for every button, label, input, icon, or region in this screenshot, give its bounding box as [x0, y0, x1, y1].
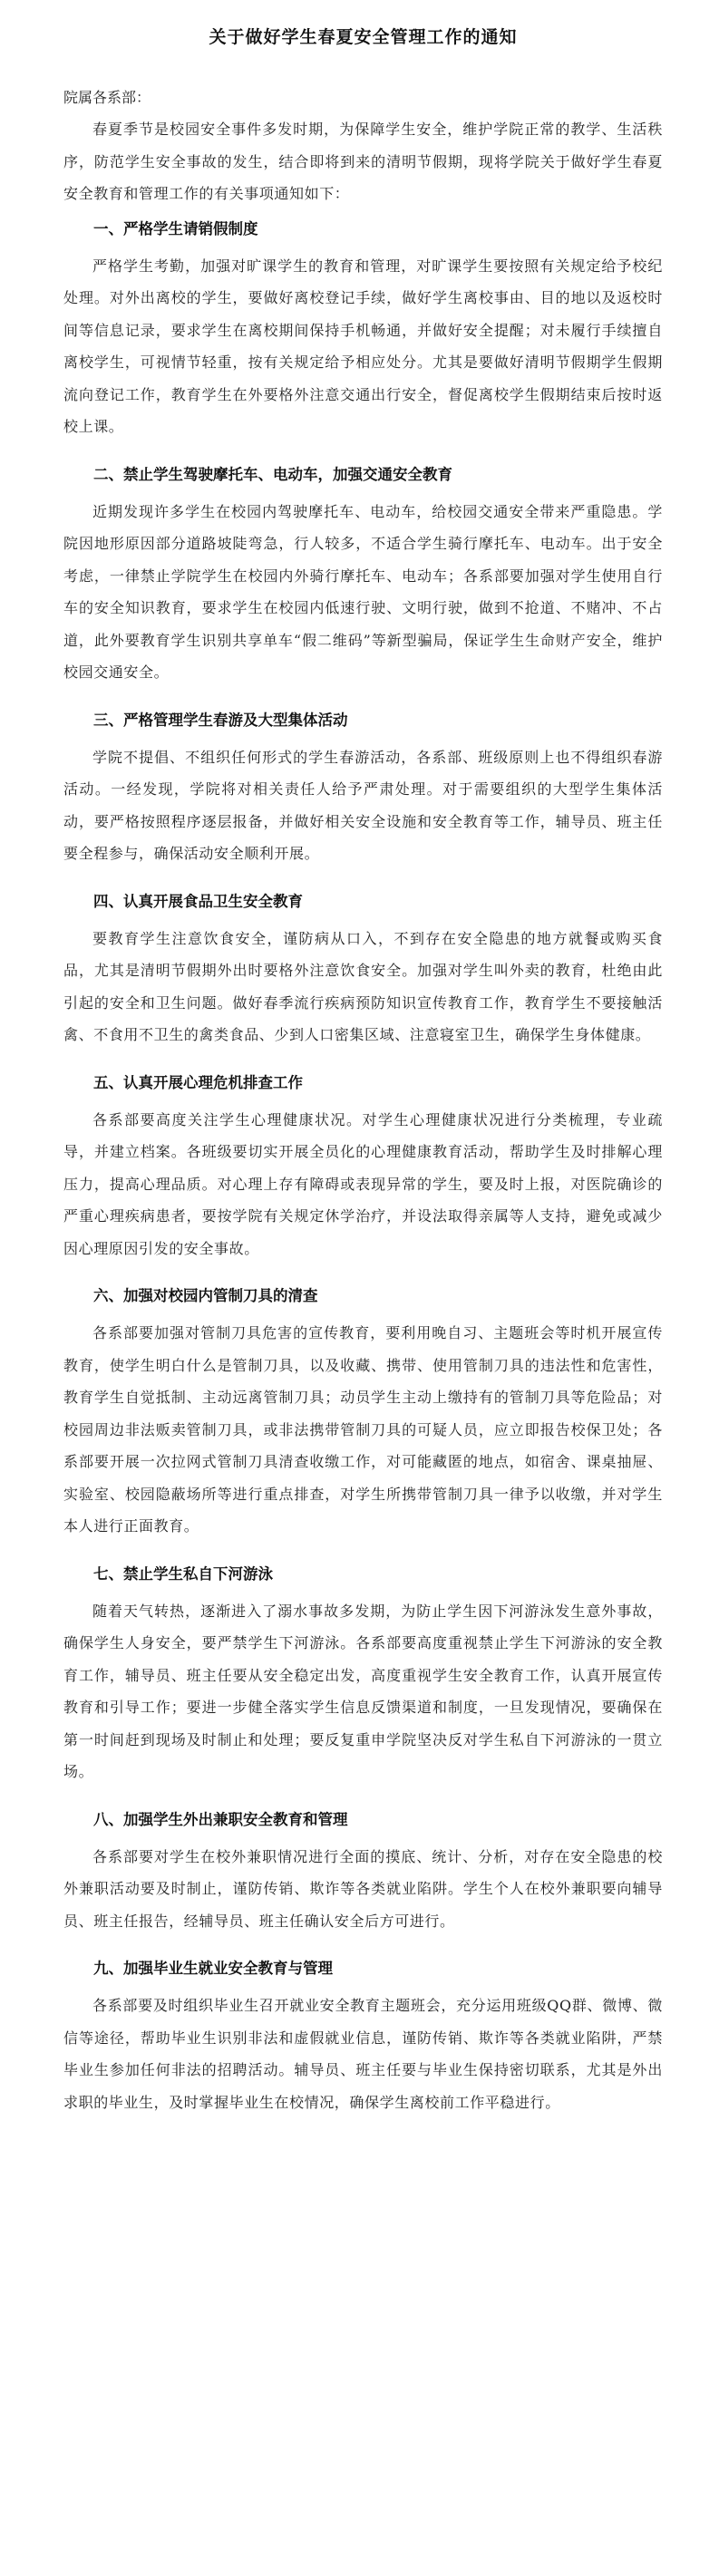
section-body: 严格学生考勤，加强对旷课学生的教育和管理，对旷课学生要按照有关规定给予校纪处理。对外出离校的学生，要做好离校登记手续，做好学生离校事由、目的地以及返校时间等信息记录，要求学生在离校期间保持手机畅通，并做好安全提醒；对未履行手续擅自离校学生，可视情节轻重，按有关规定给予相应处分。尤其是要做好清明节假期学生假期流向登记工作，教育学生在外要格外注意交通出行安全，督促离校学生假期结束后按时返校上课。 [63, 257, 663, 435]
section-heading: 七、禁止学生私自下河游泳 [93, 1564, 273, 1583]
intro-paragraph: 春夏季节是校园安全事件多发时期，为保障学生安全，维护学院正常的教学、生活秩序，防范学生安全事故的发生，结合即将到来的清明节假期，现将学院关于做好学生春夏安全教育和管理工作的有关事项通知如下： [63, 121, 663, 202]
section-body: 随着天气转热，逐渐进入了溺水事故多发期，为防止学生因下河游泳发生意外事故，确保学生人身安全，要严禁学生下河游泳。各系部要高度重视禁止学生下河游泳的安全教育工作，辅导员、班主任要从安全稳定出发，高度重视学生安全教育工作，认真开展宣传教育和引导工作；要进一步健全落实学生信息反馈渠道和制度，一旦发现情况，要确保在第一时间赶到现场及时制止和处理；要反复重申学院坚决反对学生私自下河游泳的一贯立场。 [63, 1602, 663, 1780]
section-heading: 八、加强学生外出兼职安全教育和管理 [93, 1810, 348, 1828]
section-heading: 五、认真开展心理危机排查工作 [93, 1073, 303, 1091]
section-6 [63, 1281, 663, 1543]
section-8 [63, 1805, 663, 1938]
section-7 [63, 1559, 663, 1788]
section-4 [63, 886, 663, 1051]
section-body: 各系部要及时组织毕业生召开就业安全教育主题班会，充分运用班级QQ群、微博、微信等途径，帮助毕业生识别非法和虚假就业信息，谨防传销、欺诈等各类就业陷阱，严禁毕业生参加任何非法的招聘活动。辅导员、班主任要与毕业生保持密切联系，尤其是外出求职的毕业生，及时掌握毕业生在校情况，确保学生离校前工作平稳进行。 [63, 1997, 663, 2111]
section-body: 各系部要高度关注学生心理健康状况。对学生心理健康状况进行分类梳理，专业疏导，并建立档案。各班级要切实开展全员化的心理健康教育活动，帮助学生及时排解心理压力，提高心理品质。对心理上存有障碍或表现异常的学生，要及时上报，对医院确诊的严重心理疾病患者，要按学院有关规定休学治疗，并设法取得亲属等人支持，避免或减少因心理原因引发的安全事故。 [63, 1110, 663, 1257]
salutation: 院属各系部： [63, 89, 151, 106]
section-3 [63, 705, 663, 870]
section-heading: 二、禁止学生驾驶摩托车、电动车，加强交通安全教育 [93, 465, 452, 483]
section-body: 要教育学生注意饮食安全，谨防病从口入，不到存在安全隐患的地方就餐或购买食品，尤其是清明节假期外出时要格外注意饮食安全。加强对学生叫外卖的教育，杜绝由此引起的安全和卫生问题。做好春季流行疾病预防知识宣传教育工作，教育学生不要接触活禽、不食用不卫生的禽类食品、少到人口密集区域、注意寝室卫生，确保学生身体健康。 [63, 929, 663, 1043]
section-heading: 三、严格管理学生春游及大型集体活动 [93, 711, 348, 729]
document-title: 关于做好学生春夏安全管理工作的通知 [209, 27, 518, 47]
section-body: 学院不提倡、不组织任何形式的学生春游活动，各系部、班级原则上也不得组织春游活动。一经发现，学院将对相关责任人给予严肃处理。对于需要组织的大型学生集体活动，要严格按照程序逐层报备，并做好相关安全设施和安全教育等工作，辅导员、班主任要全程参与，确保活动安全顺利开展。 [63, 748, 663, 862]
section-5 [63, 1068, 663, 1265]
section-heading: 四、认真开展食品卫生安全教育 [93, 892, 303, 910]
section-heading: 六、加强对校园内管制刀具的清查 [93, 1287, 318, 1304]
section-body: 各系部要对学生在校外兼职情况进行全面的摸底、统计、分析，对存在安全隐患的校外兼职活动要及时制止，谨防传销、欺诈等各类就业陷阱。学生个人在校外兼职要向辅导员、班主任报告，经辅导员、班主任确认安全后方可进行。 [63, 1847, 663, 1930]
section-2 [63, 460, 663, 689]
section-9 [63, 1953, 663, 2118]
section-heading: 一、严格学生请销假制度 [93, 219, 258, 237]
section-1 [63, 214, 663, 443]
section-heading: 九、加强毕业生就业安全教育与管理 [93, 1960, 333, 1977]
section-body: 近期发现许多学生在校园内驾驶摩托车、电动车，给校园交通安全带来严重隐患。学院因地形原因部分道路坡陡弯急，行人较多，不适合学生骑行摩托车、电动车。出于安全考虑，一律禁止学院学生在校园内外骑行摩托车、电动车；各系部要加强对学生使用自行车的安全知识教育，要求学生在校园内低速行驶、文明行驶，做到不抢道、不赌冲、不占道，此外要教育学生识别共享单车“假二维码”等新型骗局，保证学生生命财产安全，维护校园交通安全。 [63, 502, 663, 681]
section-body: 各系部要加强对管制刀具危害的宣传教育，要利用晚自习、主题班会等时机开展宣传教育，使学生明白什么是管制刀具，以及收藏、携带、使用管制刀具的违法性和危害性，教育学生自觉抵制、主动远离管制刀具；动员学生主动上缴持有的管制刀具等危险品；对校园周边非法贩卖管制刀具，或非法携带管制刀具的可疑人员，应立即报告校保卫处；各系部要开展一次拉网式管制刀具清查收缴工作，对可能藏匿的地点，如宿舍、课桌抽屉、实验室、校园隐蔽场所等进行重点排查，对学生所携带管制刀具一律予以收缴，并对学生本人进行正面教育。 [63, 1324, 663, 1535]
